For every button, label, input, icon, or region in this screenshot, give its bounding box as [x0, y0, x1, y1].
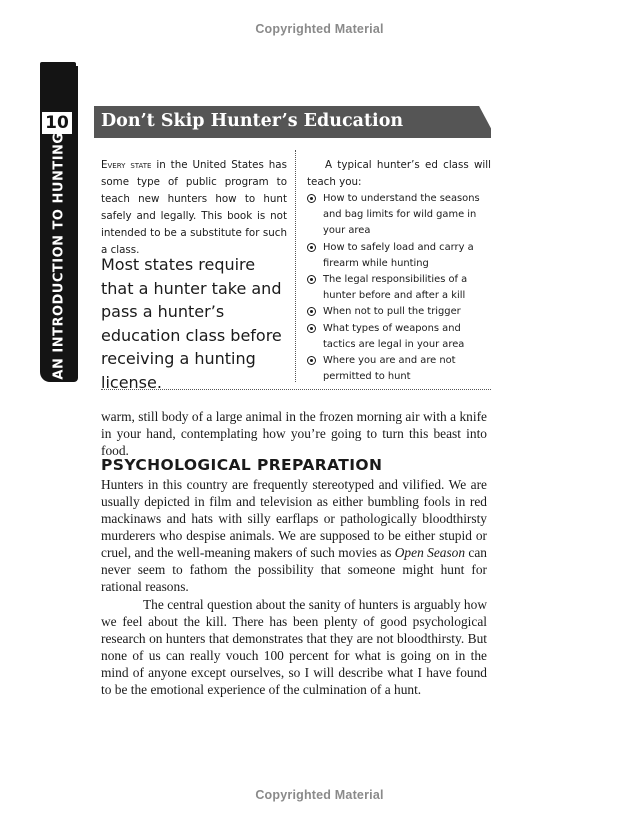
section-heading: PSYCHOLOGICAL PREPARATION — [101, 456, 383, 474]
list-item-text: How to safely load and carry a firearm while hunting — [323, 241, 474, 269]
circle-bullet-icon — [307, 243, 316, 252]
sidebar-intro-lead: Every state — [101, 159, 152, 171]
circle-bullet-icon — [307, 324, 316, 333]
list-item — [307, 304, 491, 320]
list-item — [307, 240, 491, 272]
sidebar-intro-text: in the United States has some type of public program to teach new hunters how to hunt safely and legally. This book is not intended to be a substitute for such a class. — [101, 159, 287, 256]
list-item-text: The legal responsibilities of a hunter before and after a kill — [323, 274, 468, 302]
sidebar-intro-paragraph — [101, 157, 287, 259]
sidebar-column-divider — [295, 150, 296, 382]
list-item — [307, 272, 491, 304]
copyright-watermark-bottom: Copyrighted Material — [255, 788, 384, 802]
list-item — [307, 321, 491, 353]
list-item-text: Where you are and are not permitted to hunt — [323, 355, 456, 383]
paragraph-text: Hunters in this country are frequently stereotyped and vilified. We are usually depicted in film and television as either bumbling fools in red mackinaws and hats with silly earflaps or pathologically bloodthirsty murderers who despise animals. We are supposed to be either stupid or cruel, and the well-meaning makers of such movies as — [101, 477, 487, 560]
circle-bullet-icon — [307, 275, 316, 284]
sidebar-list-intro: A typical hunter’s ed class will teach you: — [307, 159, 491, 188]
circle-bullet-icon — [307, 194, 316, 203]
circle-bullet-icon — [307, 356, 316, 365]
sidebar-right-column — [307, 157, 491, 385]
circle-bullet-icon — [307, 307, 316, 316]
body-paragraph-2: The central question about the sanity of hunters is arguably how we feel about the kill. There has been plenty of good psychological research on hunters that demonstrates that they are not bloodthirsty. But none of us can really vouch 100 percent for what is going on in the mind of anyone except ourselves, so I will describe what I have found to be the emotional experience of the culmination of a hunt. — [101, 597, 487, 697]
list-item-text: When not to pull the trigger — [323, 306, 461, 318]
page-number: 10 — [40, 110, 74, 136]
chapter-title-vertical: AN INTRODUCTION TO HUNTING — [51, 132, 67, 380]
copyright-watermark-top: Copyrighted Material — [255, 22, 384, 36]
sidebar-title: Don’t Skip Hunter’s Education — [101, 111, 404, 131]
paragraph-text: can never seem to fathom the possibility that someone might hunt for rational reasons. — [101, 545, 487, 594]
continued-paragraph: warm, still body of a large animal in the frozen morning air with a knife in your hand, contemplating how you’re going to turn this beast into food. — [101, 409, 487, 458]
sidebar-bullet-list — [307, 191, 491, 385]
list-item — [307, 191, 491, 240]
list-item — [307, 353, 491, 385]
pull-quote: Most states require that a hunter take and pass a hunter’s education class before receiving a hunting license. — [101, 255, 282, 392]
body-paragraph-1 — [101, 476, 487, 595]
list-item-text: What types of weapons and tactics are legal in your area — [323, 322, 465, 350]
list-item-text: How to understand the seasons and bag limits for wild game in your area — [323, 193, 480, 237]
movie-title: Open Season — [394, 545, 466, 560]
sidebar-bottom-divider — [101, 389, 491, 390]
